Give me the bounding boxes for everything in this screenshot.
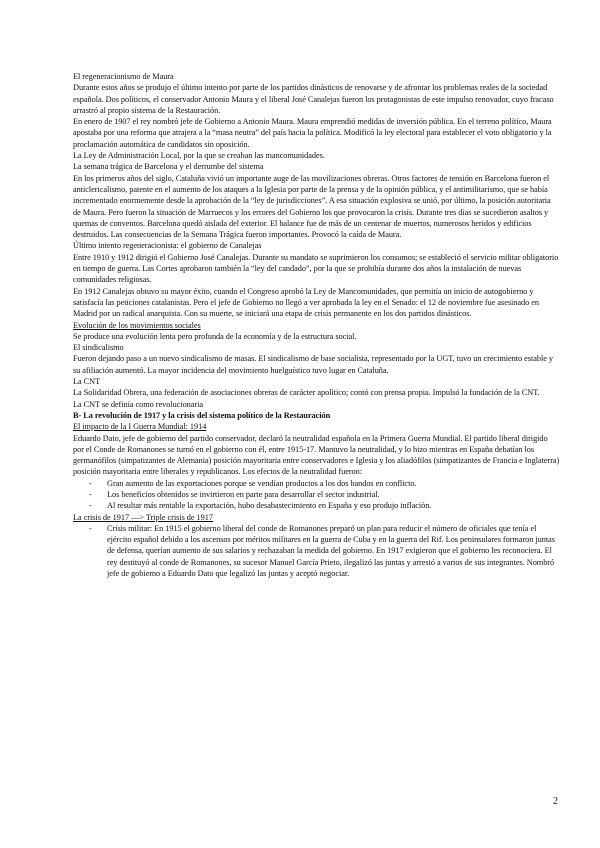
paragraph: Se produce una evolución lenta pero profunda de la economía y de la estructura social. (73, 331, 357, 341)
subheading: Evolución de los movimientos sociales (73, 320, 201, 330)
paragraph: El sindicalismo (73, 343, 124, 353)
paragraph: Último intento regeneracionista: el gobierno de Canalejas (73, 241, 262, 251)
page-content (73, 71, 560, 579)
paragraph: En 1912 Canalejas obtuvo su mayor éxito, cuando el Congreso aprobó la Ley de Mancomunidades, que permitía un inicio de autogobierno y satisfacía las peticiones catalanistas. Pero el jefe de Gobierno no llegó a ver aprobada la ley en el Senado: el 12 de noviembre fue asesinado en Madrid por un radical anarquista. Con su muerte, se iniciará una etapa de crisis permanente en los dos partidos dinásticos. (73, 286, 539, 319)
paragraph: Fueron dejando paso a un nuevo sindicalismo de masas. El sindicalismo de base socialista, representado por la UGT, tuvo un crecimiento estable y su afiliación aumentó. La mayor incidencia del movimiento huelguístico tuvo lugar en Cataluña. (73, 354, 553, 375)
list-item: - Los beneficios obtenidos se invirtieron en parte para desarrollar el sector industrial. (73, 489, 560, 500)
paragraph: Durante estos años se produjo el último intento por parte de los partidos dinásticos de renovarse y de afrontar los problemas reales de la sociedad española. Dos políticos, el conservador Antonio Maura y el liberal José Canalejas fueron los protagonistas de este impulso renovador, cuyo fracaso arrastró al propio sistema de la Restauración. (73, 83, 554, 115)
list-item: - Crisis militar: En 1915 el gobierno liberal del conde de Romanones preparó un plan para reducir el número de oficiales que tenía el ejército español debido a los ascensos por méritos militares en la guerra de Cuba y en la guerra del Rif. Los peninsulares formaron juntas de defensa, querían aumento de sus salarios y rechazaban la medida del gobierno. En 1917 exigieron que el gobierno les reconociera. El rey destituyó al conde de Romanones, su sucesor Manuel García Prieto, ilegalizó las juntas y arrestó a varios de sus integrantes. Nombró jefe de gobierno a Eduardo Dato que legalizó las juntas y aceptó negociar. (73, 523, 560, 579)
paragraph: En enero de 1907 el rey nombró jefe de Gobierno a Antonio Maura. Maura emprendió medidas de inversión pública. En el terreno político, Maura apostaba por una reforma que atrajera a la “masa neutra” del país hacia la política. Modificó la ley electoral para establecer el voto obligatorio y la proclamación automática de candidatos sin oposición. (73, 117, 552, 149)
paragraph: El regeneracionismo de Maura (73, 72, 174, 81)
paragraph: La CNT se definía como revolucionaria (73, 399, 204, 409)
paragraph: La CNT (73, 377, 101, 387)
list-item: - Gran aumento de las exportaciones porque se vendían productos a los dos bandos en conflicto. (73, 478, 560, 489)
paragraph: La Ley de Administración Local, por la que se creaban las mancomunidades. (73, 151, 325, 161)
bullet-list (73, 478, 560, 512)
paragraph: En los primeros años del siglo, Cataluña vivió un importante auge de las movilizaciones obreras. Otros factores de tensión en Barcelona fueron el anticlericalismo, patente en el aumento de los ataques a la Iglesia por parte de la prensa y de la opinión pública, y el antimilitarismo, que se había incrementado enormemente desde la aprobación de la “ley de jurisdicciones”. A esa situación explosiva se unió, por último, la posición autoritaria de Maura. Pero fueron la situación de Marruecos y los errores del Gobierno los que provocaron la crisis. Durante tres días se sucedieron asaltos y quemas de conventos. Barcelona quedó aislada del exterior. El balance fue de más de un centenar de muertos, numerosos heridos y edificios destruidos. Las consecuencias de la Semana Trágica fueron importantes. Provocó la caída de Maura. (73, 173, 551, 240)
paragraph: Eduardo Dato, jefe de gobierno del partido conservador, declaró la neutralidad española en la Primera Guerra Mundial. El partido liberal dirigido por el Conde de Romanones se turnó en el gobierno con él, entre 1915-17. Mantuvo la neutralidad, y lo hizo mientras en España debatían los germanófilos (simpatizantes de Alemania) posición mayoritaria entre conservadores e Iglesia y los aliadófilos (simpatizantes de Francia e Inglaterra) posición mayoritaria entre liberales y republicanos. Los efectos de la neutralidad fueron: (73, 433, 560, 477)
paragraph: Entre 1910 y 1912 dirigió el Gobierno José Canalejas. Durante su mandato se suprimieron los consumos; se estableció el servicio militar obligatorio en tiempo de guerra. Las Cortes aprobaron también la “ley del candado”, por la que se prohibía durante dos años la instalación de nuevas comunidades religiosas. (73, 252, 559, 285)
page-number: 2 (553, 796, 558, 807)
list-item: - Al resultar más rentable la exportación, hubo desabastecimiento en España y eso produjo inflación. (73, 500, 560, 511)
subheading: El impacto de la I Guerra Mundial: 1914 (73, 422, 207, 432)
subheading: La crisis de 1917 —> Triple crisis de 1917 (73, 512, 213, 522)
paragraph: La semana trágica de Barcelona y el derrumbe del sistema (73, 162, 264, 172)
paragraph: La Solidaridad Obrera, una federación de asociaciones obreras de carácter apolítico; contó con prensa propia. Impulsó la fundación de la CNT. (73, 388, 540, 398)
section-heading: B- La revolución de 1917 y la crisis del sistema político de la Restauración (73, 410, 331, 420)
bullet-list (73, 523, 560, 579)
